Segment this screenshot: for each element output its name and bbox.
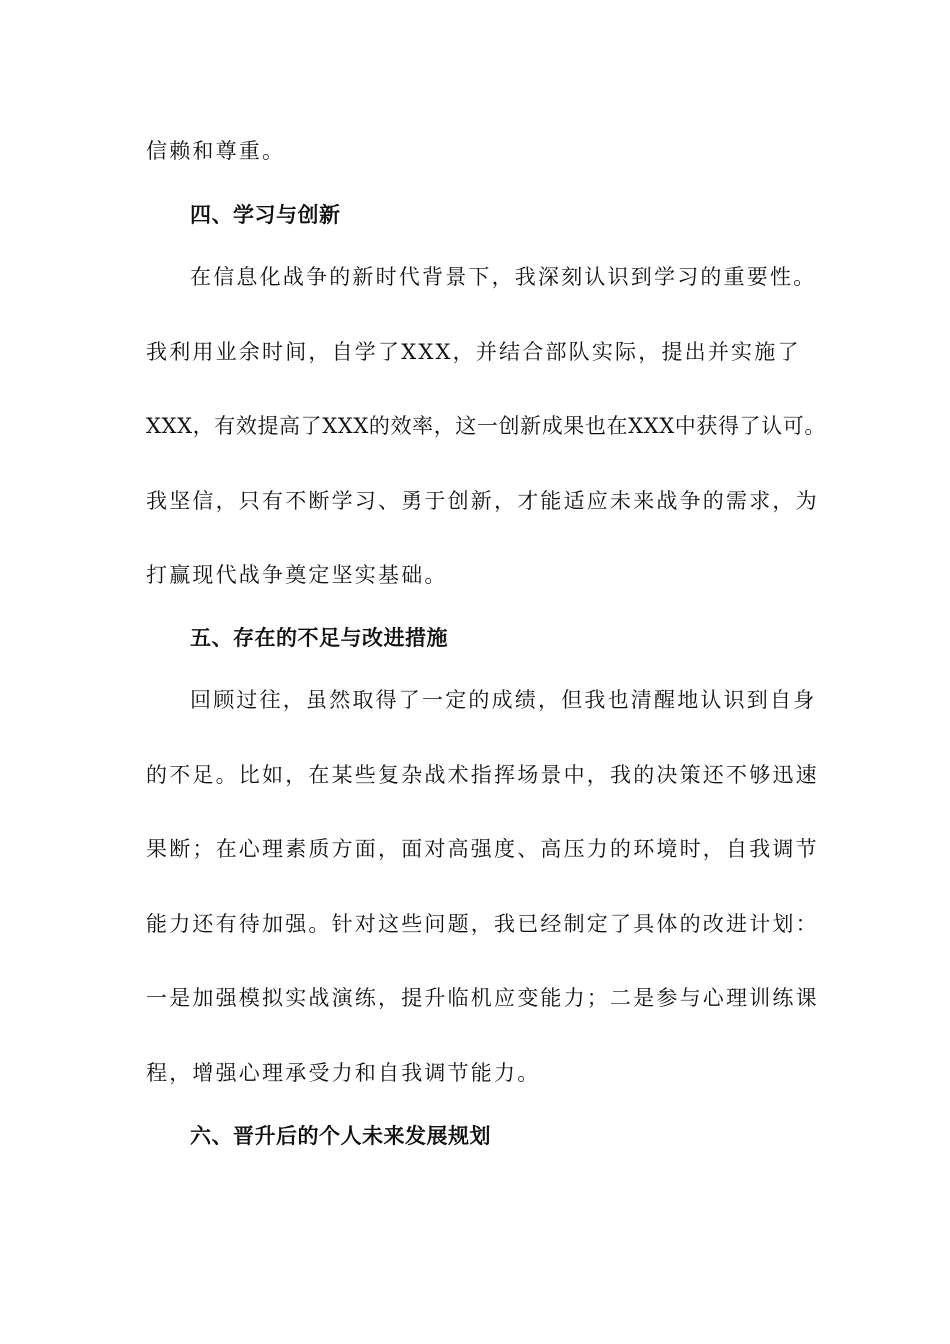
paragraph-line: 信赖和尊重。 — [146, 139, 286, 163]
section-heading-6: 六、晋升后的个人未来发展规划 — [190, 1124, 491, 1148]
paragraph-line: 程，增强心理承受力和自我调节能力。 — [146, 1061, 541, 1085]
paragraph-line: XXX，有效提高了XXX的效率，这一创新成果也在XXX中获得了认可。 — [146, 414, 826, 438]
paragraph-line: 的不足。比如，在某些复杂战术指挥场景中，我的决策还不够迅速 — [146, 763, 819, 787]
section-heading-5: 五、存在的不足与改进措施 — [190, 626, 448, 650]
paragraph-line: 果断；在心理素质方面，面对高强度、高压力的环境时，自我调节 — [146, 837, 819, 861]
paragraph-line: 能力还有待加强。针对这些问题，我已经制定了具体的改进计划： — [146, 912, 819, 936]
paragraph-line: 在信息化战争的新时代背景下，我深刻认识到学习的重要性。 — [190, 265, 817, 289]
paragraph-line: 我利用业余时间，自学了XXX，并结合部队实际，提出并实施了 — [146, 340, 801, 364]
paragraph-line: 我坚信，只有不断学习、勇于创新，才能适应未来战争的需求，为 — [146, 489, 819, 513]
paragraph-line: 打赢现代战争奠定坚实基础。 — [146, 563, 448, 587]
section-heading-4: 四、学习与创新 — [190, 203, 341, 227]
paragraph-line: 回顾过往，虽然取得了一定的成绩，但我也清醒地认识到自身 — [190, 688, 817, 712]
paragraph-line: 一是加强模拟实战演练，提升临机应变能力；二是参与心理训练课 — [146, 986, 819, 1010]
